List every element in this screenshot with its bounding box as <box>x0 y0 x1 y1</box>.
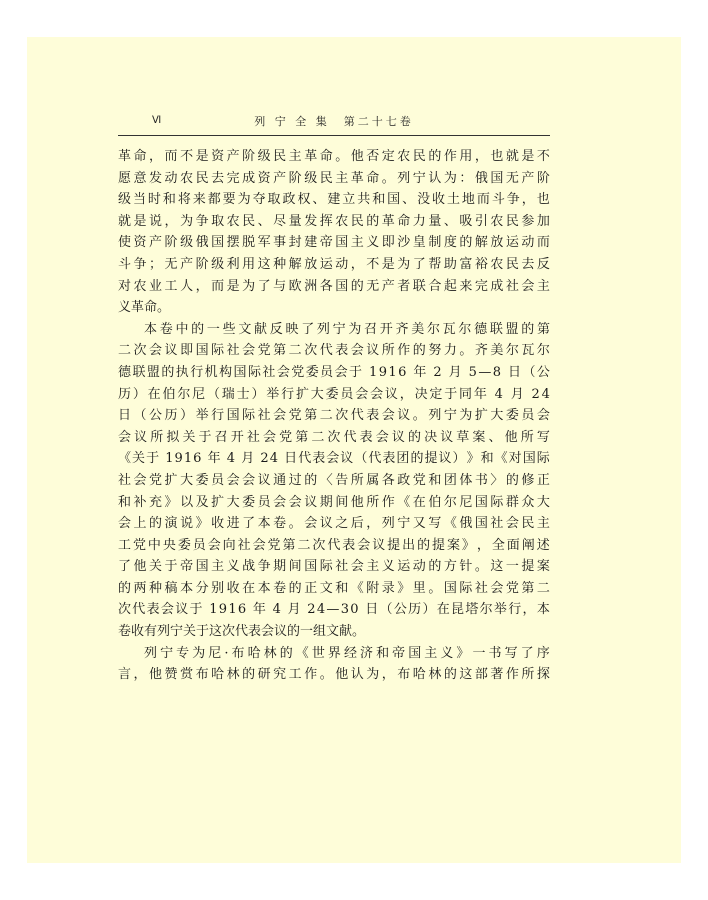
text-line: 列 宁 专 为 尼 · 布 哈 林 的 《 世 界 经 济 和 帝 国 主 义 》 一 书 写 了 序 <box>144 645 550 661</box>
text-line: 二 次 会 议 即 国 际 社 会 党 第 二 次 代 表 会 议 所 作 的 努 力 。 齐 美 尔 瓦 尔 <box>118 343 550 359</box>
text-line: 愿 意 发 动 农 民 去 完 成 资 产 阶 级 民 主 革 命 。 列 宁 认 为 ： 俄 国 无 产 阶 <box>118 170 550 186</box>
text-line: 和 补 充 》 以 及 扩 大 委 员 会 会 议 期 间 他 所 作 《 在 伯 尔 尼 国 际 群 众 大 <box>118 494 550 510</box>
text-line: 革 命 ， 而 不 是 资 产 阶 级 民 主 革 命 。 他 否 定 农 民 的 作 用 ， 也 就 是 不 <box>118 149 550 164</box>
text-line: 了 他 关 于 帝 国 主 义 战 争 期 间 国 际 社 会 主 义 运 动 的 方 针 。 这 一 提 案 <box>118 559 550 575</box>
text-line: 《 关 于 1 9 1 6 年 4 月 2 4 日 代 表 会 议 （ 代 表 团 的 提 议 ） 》 和 《 对 国 际 <box>118 451 550 467</box>
text-line: 就 是 说 ， 为 争 取 农 民 、 尽 量 发 挥 农 民 的 革 命 力 量 、 吸 引 农 民 参 加 <box>118 213 550 229</box>
text-line: 卷收有列宁关于这次代表会议的一组文献。 <box>118 624 366 640</box>
text-line: 斗 争 ； 无 产 阶 级 利 用 这 种 解 放 运 动 ， 不 是 为 了 帮 助 富 裕 农 民 去 反 <box>118 256 550 272</box>
text-line: 次 代 表 会 议 于 1 9 1 6 年 4 月 2 4 — 3 0 日 （ 公 历 ） 在 昆 塔 尔 举 行 ， 本 <box>118 602 550 618</box>
text-line: 社 会 党 扩 大 委 员 会 会 议 通 过 的 〈 告 所 属 各 政 党 和 团 体 书 〉 的 修 正 <box>118 472 550 488</box>
text-line: 历 ） 在 伯 尔 尼 （ 瑞 士 ） 举 行 扩 大 委 员 会 会 议 ， 决 定 于 同 年 4 月 2 4 <box>118 386 550 402</box>
text-line: 本 卷 中 的 一 些 文 献 反 映 了 列 宁 为 召 开 齐 美 尔 瓦 尔 德 联 盟 的 第 <box>144 321 550 337</box>
body-text <box>118 146 550 686</box>
paragraph-2 <box>118 319 550 643</box>
text-line: 日 （ 公 历 ） 举 行 国 际 社 会 党 第 二 次 代 表 会 议 。 列 宁 为 扩 大 委 员 会 <box>118 408 550 424</box>
text-line: 对 农 业 工 人 ， 而 是 为 了 与 欧 洲 各 国 的 无 产 者 联 合 起 来 完 成 社 会 主 <box>118 278 550 294</box>
text-line: 会 上 的 演 说 》 收 进 了 本 卷 。 会 议 之 后 ， 列 宁 又 写 《 俄 国 社 会 民 主 <box>118 516 550 532</box>
text-line: 义革命。 <box>118 300 171 316</box>
text-line: 工 党 中 央 委 员 会 向 社 会 党 第 二 次 代 表 会 议 提 出 的 提 案 》 ， 全 面 阐 述 <box>118 537 550 553</box>
page-header <box>118 113 550 136</box>
page-number: Ⅵ <box>152 115 162 126</box>
text-line: 会 议 所 拟 关 于 召 开 社 会 党 第 二 次 代 表 会 议 的 决 议 草 案 、 他 所 写 <box>118 429 550 445</box>
text-line: 使 资 产 阶 级 俄 国 摆 脱 军 事 封 建 帝 国 主 义 即 沙 皇 制 度 的 解 放 运 动 而 <box>118 235 550 251</box>
text-line: 的 两 种 稿 本 分 别 收 在 本 卷 的 正 文 和 《 附 录 》 里 。 国 际 社 会 党 第 二 <box>118 580 550 596</box>
text-line: 言 ， 他 赞 赏 布 哈 林 的 研 究 工 作 。 他 认 为 ， 布 哈 林 的 这 部 著 作 所 探 <box>118 667 550 683</box>
text-line: 级 当 时 和 将 来 都 要 为 夺 取 政 权 、 建 立 共 和 国 、 没 收 土 地 而 斗 争 ， 也 <box>118 192 550 208</box>
text-line: 德 联 盟 的 执 行 机 构 国 际 社 会 党 委 员 会 于 1 9 1 6 年 2 月 5 — 8 日 （ 公 <box>118 364 550 380</box>
running-title: 列 宁 全 集 第二十七卷 <box>254 115 414 128</box>
paragraph-3 <box>118 643 550 686</box>
paragraph-1 <box>118 146 550 319</box>
